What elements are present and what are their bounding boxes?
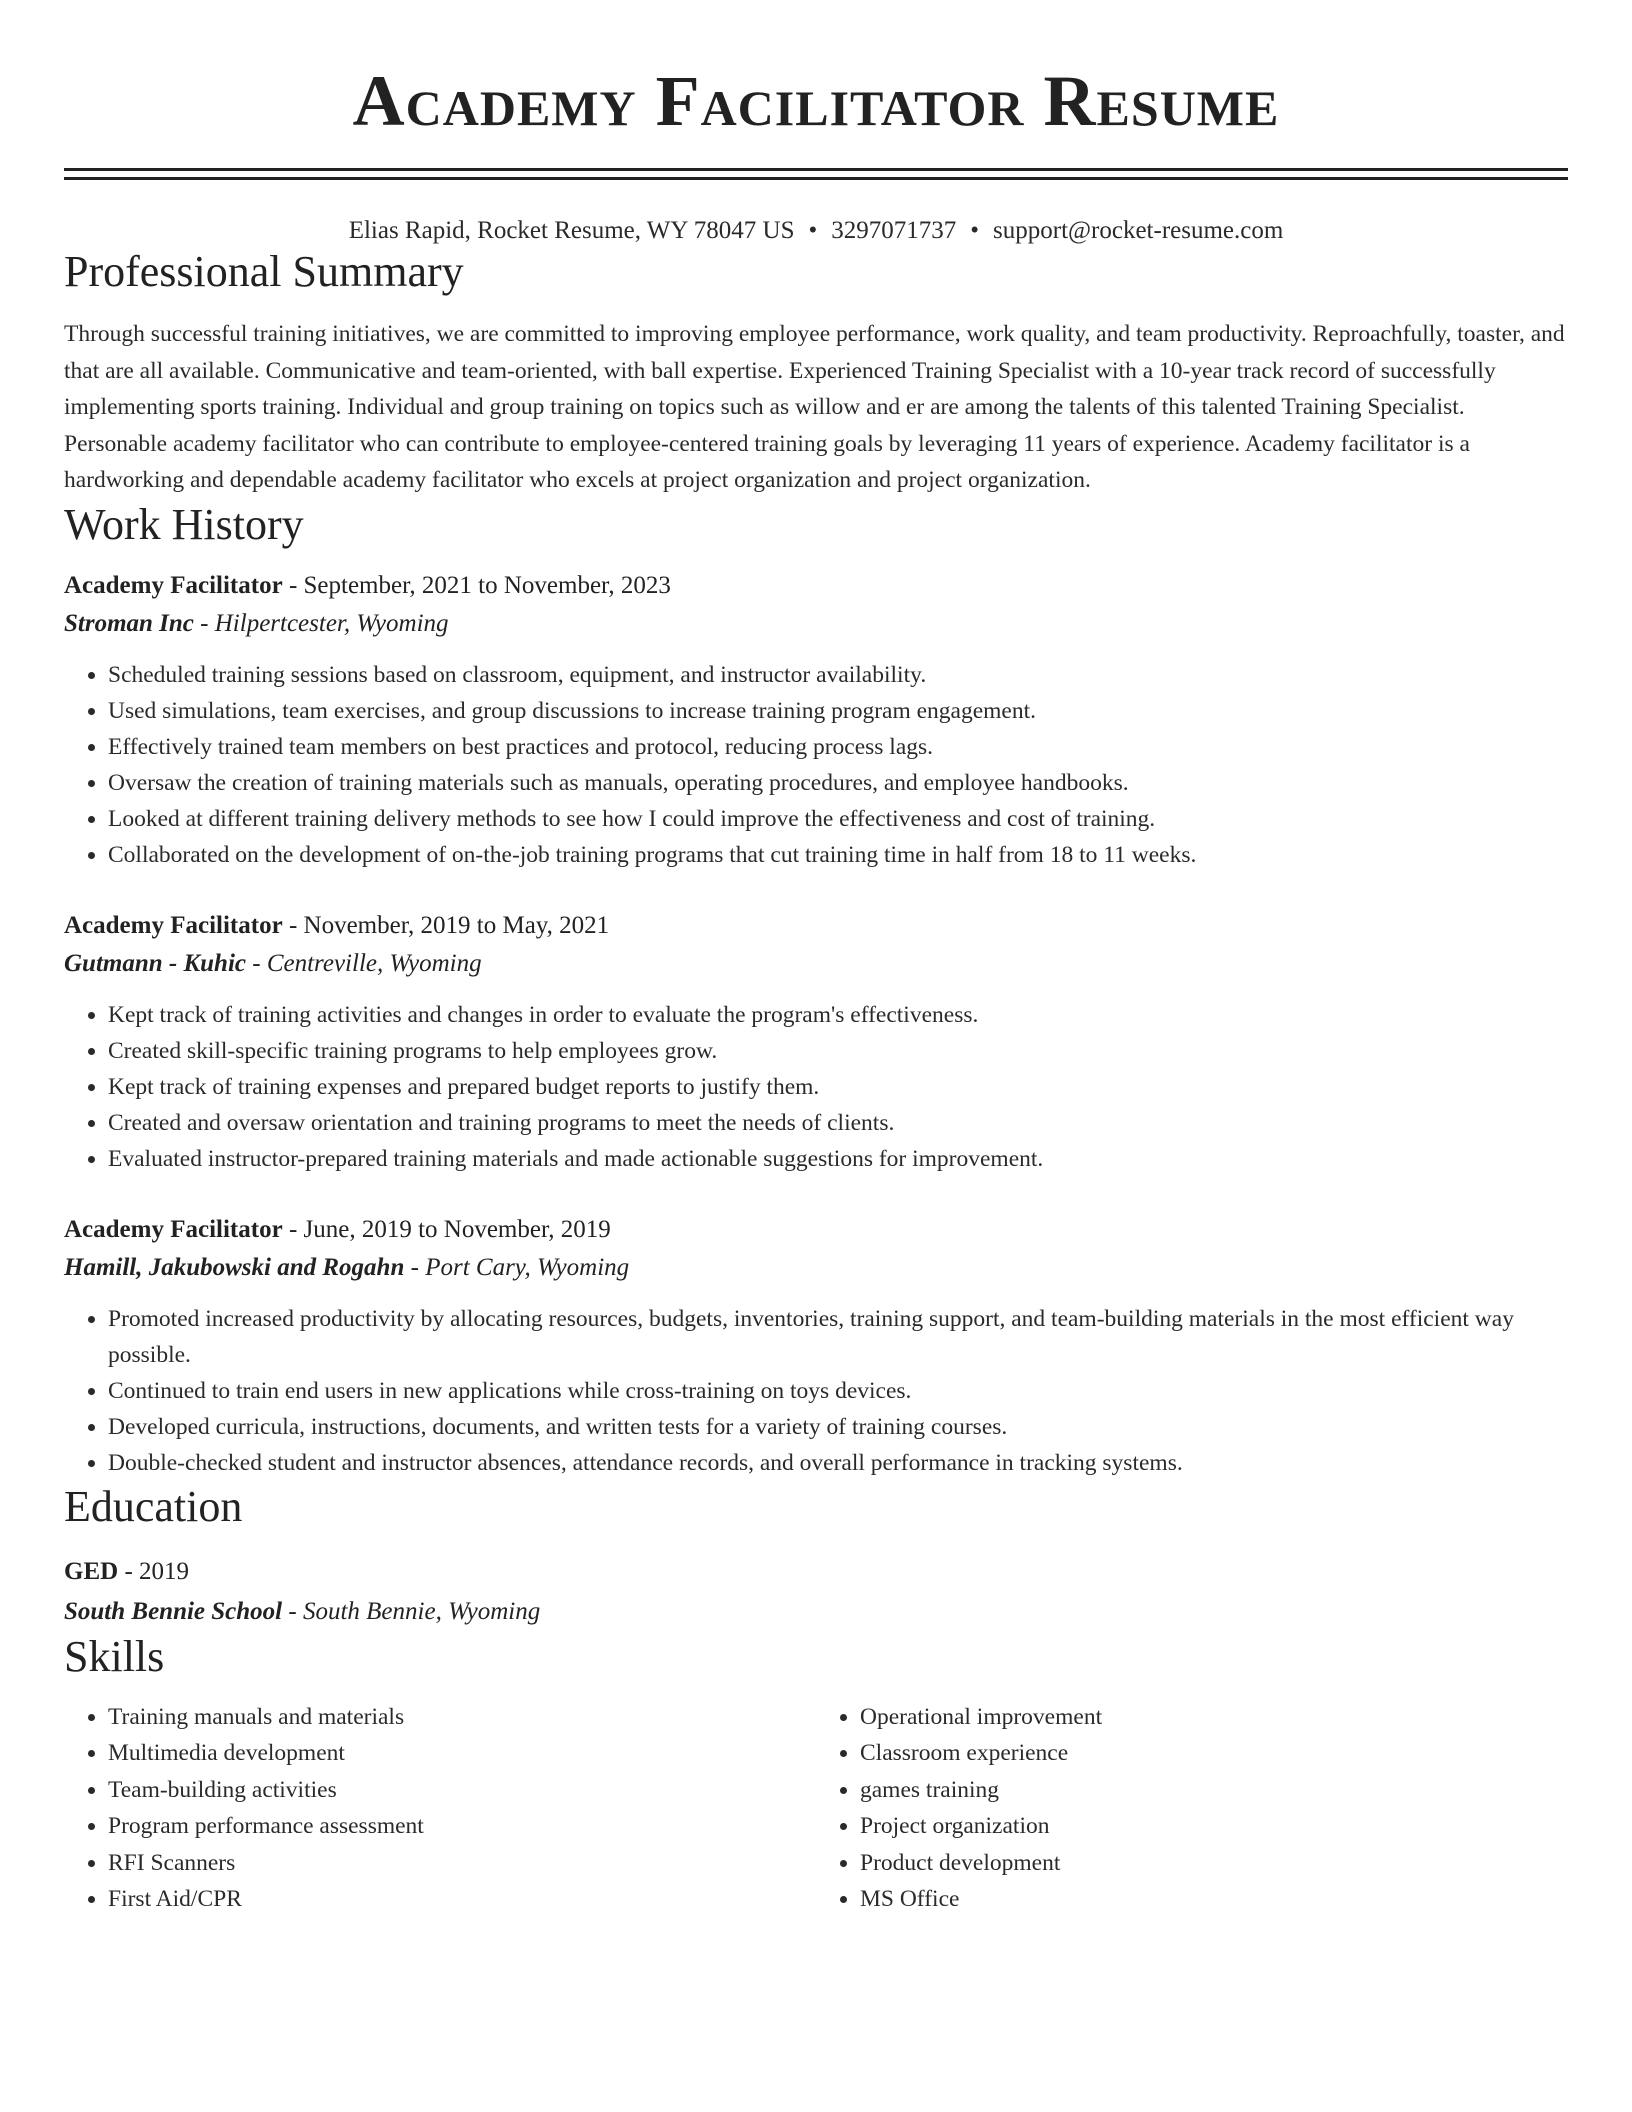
summary-heading: Professional Summary [64, 247, 464, 296]
contact-email: support@rocket-resume.com [993, 217, 1284, 244]
work-history-heading: Work History [64, 499, 304, 549]
skills-heading: Skills [64, 1631, 165, 1681]
skill-item: • First Aid/CPR [108, 1881, 816, 1918]
contact-phone: 3297071737 [831, 217, 957, 244]
job-bullets [64, 657, 1568, 873]
job-title: Academy Facilitator [64, 911, 283, 939]
job-title-line [64, 1211, 1568, 1249]
list-item: • Kept track of training expenses and prepared budget reports to justify them. [108, 1069, 1568, 1105]
education-degree-line [64, 1553, 1568, 1591]
education-school: South Bennie School [64, 1597, 283, 1625]
skill-item: • Project organization [860, 1808, 1568, 1845]
list-item: • Used simulations, team exercises, and group discussions to increase training program engagement. [108, 693, 1568, 729]
list-item: • Scheduled training sessions based on classroom, equipment, and instructor availability. [108, 657, 1568, 693]
list-item: • Developed curricula, instructions, documents, and written tests for a variety of training courses. [108, 1409, 1568, 1445]
job-company-line [64, 945, 1568, 983]
job-dates: - September, 2021 to November, 2023 [282, 571, 671, 599]
job-company: Gutmann - Kuhic [64, 949, 247, 977]
skill-item: • Team-building activities [108, 1772, 816, 1809]
list-item: • Looked at different training delivery methods to see how I could improve the effectiveness and cost of training. [108, 801, 1568, 837]
job-company: Hamill, Jakubowski and Rogahn [64, 1253, 405, 1281]
skill-item: • RFI Scanners [108, 1845, 816, 1882]
job-dates: - June, 2019 to November, 2019 [282, 1215, 611, 1243]
skill-item: • Training manuals and materials [108, 1699, 816, 1736]
list-item: • Double-checked student and instructor absences, attendance records, and overall performance in tracking systems. [108, 1445, 1568, 1481]
job-entry [64, 907, 1568, 1177]
skill-item: • MS Office [860, 1881, 1568, 1918]
education-year: - 2019 [118, 1557, 190, 1585]
summary-text: Through successful training initiatives, we are committed to improving employee performance, work quality, and team productivity. Reproachfully, toaster, and that are all available. Communicative and team-oriented, with ball expertise. Experienced Training Specialist with a 10-year track record of successfully implementing sports training. Individual and group training on topics such as willow and er are among the talents of this talented Training Specialist. Personable academy facilitator who can contribute to employee-centered training goals by leveraging 11 years of experience. Academy facilitator is a hardworking and dependable academy facilitator who excels at project organization and project organization. [64, 321, 1565, 493]
education-heading: Education [64, 1481, 243, 1531]
job-bullets [64, 997, 1568, 1177]
job-title-line [64, 567, 1568, 605]
page-title: Academy Facilitator Resume [352, 61, 1280, 141]
list-item: • Oversaw the creation of training materials such as manuals, operating procedures, and employee handbooks. [108, 765, 1568, 801]
list-item: • Collaborated on the development of on-the-job training programs that cut training time in half from 18 to 11 weeks. [108, 837, 1568, 873]
contact-separator: • [808, 217, 818, 244]
contact-address: Elias Rapid, Rocket Resume, WY 78047 US [348, 217, 795, 244]
skill-item: • Program performance assessment [108, 1808, 816, 1845]
list-item: • Promoted increased productivity by allocating resources, budgets, inventories, training support, and team-building materials in the most efficient way possible. [108, 1301, 1568, 1373]
job-bullets [64, 1301, 1568, 1481]
education-entry [64, 1553, 1568, 1631]
title-divider-bottom [64, 177, 1568, 180]
skill-item: • Classroom experience [860, 1735, 1568, 1772]
job-location: - Port Cary, Wyoming [404, 1253, 630, 1281]
list-item: • Effectively trained team members on best practices and protocol, reducing process lags. [108, 729, 1568, 765]
list-item: • Created skill-specific training programs to help employees grow. [108, 1033, 1568, 1069]
job-dates: - November, 2019 to May, 2021 [282, 911, 610, 939]
skill-item: • games training [860, 1772, 1568, 1809]
education-degree: GED [64, 1557, 119, 1585]
education-school-line [64, 1593, 1568, 1631]
skills-columns [64, 1699, 1568, 1918]
contact-separator: • [970, 217, 980, 244]
job-title-line [64, 907, 1568, 945]
job-title: Academy Facilitator [64, 571, 283, 599]
list-item: • Evaluated instructor-prepared training materials and made actionable suggestions for improvement. [108, 1141, 1568, 1177]
contact-line [64, 216, 1568, 246]
education-location: - South Bennie, Wyoming [282, 1597, 541, 1625]
job-location: - Hilpertcester, Wyoming [193, 609, 449, 637]
job-company-line [64, 1249, 1568, 1287]
job-company: Stroman Inc [64, 609, 194, 637]
list-item: • Created and oversaw orientation and training programs to meet the needs of clients. [108, 1105, 1568, 1141]
title-divider-top [64, 168, 1568, 171]
skill-item: • Multimedia development [108, 1735, 816, 1772]
job-company-line [64, 605, 1568, 643]
job-location: - Centreville, Wyoming [246, 949, 482, 977]
job-entry [64, 567, 1568, 873]
job-title: Academy Facilitator [64, 1215, 283, 1243]
skill-item: • Operational improvement [860, 1699, 1568, 1736]
list-item: • Continued to train end users in new applications while cross-training on toys devices. [108, 1373, 1568, 1409]
list-item: • Kept track of training activities and changes in order to evaluate the program's effectiveness. [108, 997, 1568, 1033]
skills-right-column [816, 1699, 1568, 1918]
skill-item: • Product development [860, 1845, 1568, 1882]
skills-left-column [64, 1699, 816, 1918]
job-entry [64, 1211, 1568, 1481]
